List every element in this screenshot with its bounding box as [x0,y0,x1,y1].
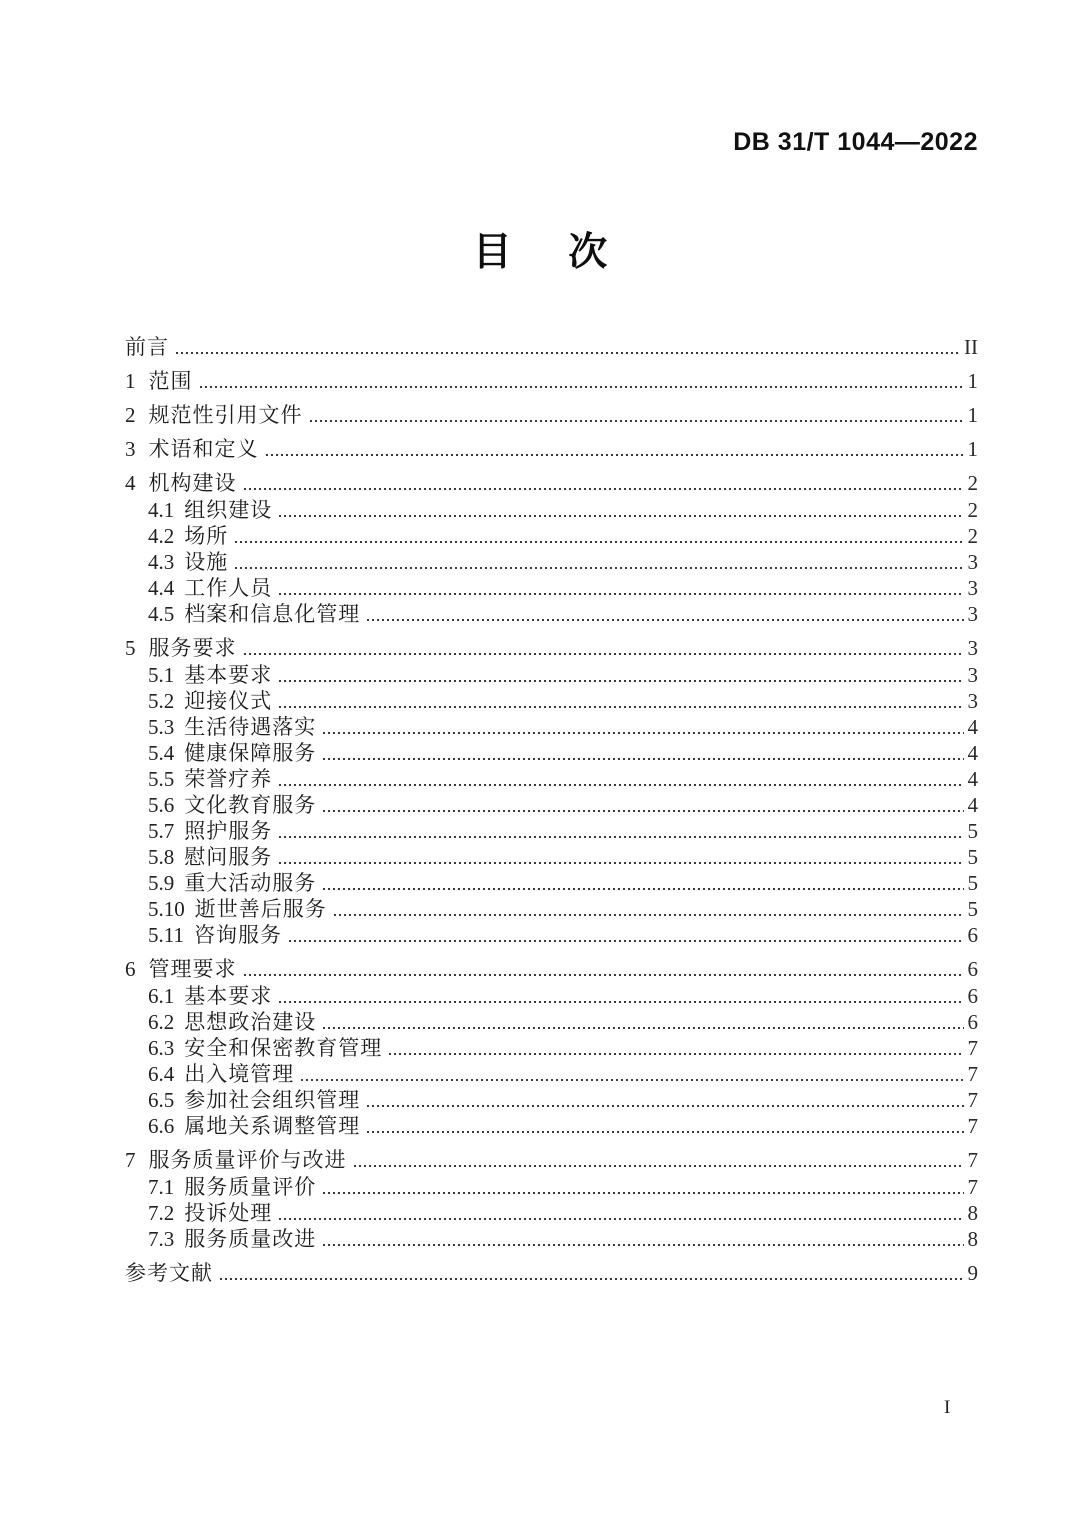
toc-entry-page-number: 8 [967,1201,978,1225]
dotted-leader [244,974,964,976]
toc-entry-number: 6 [125,957,136,981]
toc-entry-label: 参加社会组织管理 [184,1088,361,1112]
dotted-leader [279,836,963,838]
toc-entry-label: 参考文献 [125,1261,213,1285]
toc-entry-label: 场所 [184,524,229,548]
toc-entry-page-number: 5 [967,845,978,869]
toc-entry-number: 6.6 [148,1114,175,1138]
toc-entry-number: 4.2 [148,524,175,548]
toc-entry [125,549,978,575]
toc-entry-label: 咨询服务 [193,923,282,947]
toc-entry-page-number: 7 [967,1175,978,1199]
toc-title-container [0,221,1080,277]
toc-entry-page-number: 6 [967,1010,978,1034]
toc-entry-label: 照护服务 [184,819,273,843]
toc-entry-page-number: 7 [967,1036,978,1060]
toc-entry-number: 4 [125,471,136,495]
dotted-leader [235,541,963,543]
toc-entry [125,1009,978,1035]
toc-entry-page-number: 3 [967,689,978,713]
toc-entry-label: 健康保障服务 [184,741,317,765]
toc-entry-number: 3 [125,437,136,461]
dotted-leader [334,914,964,916]
dotted-leader [266,454,964,456]
dotted-leader [279,862,963,864]
toc-entry [125,523,978,549]
toc-entry-label: 出入境管理 [184,1062,295,1086]
footer-page-number: I [944,1397,952,1418]
dotted-leader [279,593,963,595]
toc-entry [125,714,978,740]
toc-list [125,326,978,1287]
toc-entry-number: 5.10 [148,897,185,921]
standard-code: DB 31/T 1044—2022 [733,128,978,156]
toc-entry-number: 7.2 [148,1201,175,1225]
toc-entry-label: 服务质量评价与改进 [148,1148,347,1172]
toc-entry-number: 5.9 [148,871,175,895]
toc-entry-number: 7.3 [148,1227,175,1251]
toc-entry-label: 服务质量评价 [184,1175,317,1199]
toc-entry [125,575,978,601]
toc-entry-number: 6.4 [148,1062,175,1086]
toc-entry-number: 4.5 [148,602,175,626]
toc-entry-number: 5.3 [148,715,175,739]
toc-entry-label: 设施 [184,550,229,574]
toc-entry-label: 安全和保密教育管理 [184,1036,383,1060]
toc-entry [125,688,978,714]
toc-entry [125,334,978,360]
toc-entry-number: 5.7 [148,819,175,843]
toc-entry-number: 4.3 [148,550,175,574]
toc-entry-page-number: 1 [967,437,978,461]
toc-entry-label: 慰问服务 [184,845,273,869]
dotted-leader [279,784,963,786]
dotted-leader [323,1244,963,1246]
dotted-leader [367,1105,963,1107]
dotted-leader [323,732,963,734]
toc-entry [125,1035,978,1061]
dotted-leader [354,1165,964,1167]
toc-entry-page-number: II [964,335,978,359]
toc-entry-page-number: 2 [967,498,978,522]
toc-entry-label: 文化教育服务 [184,793,317,817]
toc-entry-number: 6.5 [148,1088,175,1112]
toc-entry-page-number: 2 [967,524,978,548]
toc-entry-label: 规范性引用文件 [148,403,303,427]
toc-entry-label: 重大活动服务 [184,871,317,895]
dotted-leader [310,420,964,422]
toc-entry-number: 6.1 [148,984,175,1008]
toc-entry-label: 术语和定义 [148,437,259,461]
toc-entry-label: 工作人员 [184,576,273,600]
toc-entry-number: 4.1 [148,498,175,522]
toc-entry-number: 7.1 [148,1175,175,1199]
toc-entry-page-number: 6 [967,923,978,947]
toc-entry-page-number: 5 [967,819,978,843]
toc-entry-number: 5.6 [148,793,175,817]
toc-entry [125,436,978,462]
toc-entry [125,1174,978,1200]
toc-entry-label: 思想政治建设 [184,1010,317,1034]
toc-entry-page-number: 4 [967,715,978,739]
toc-entry [125,1226,978,1252]
toc-entry [125,1200,978,1226]
toc-entry [125,1260,978,1286]
toc-entry-number: 5.1 [148,663,175,687]
toc-entry-page-number: 5 [967,897,978,921]
toc-entry-number: 5.4 [148,741,175,765]
toc-title: 目次 [472,231,664,274]
toc-entry [125,1113,978,1139]
toc-entry [125,956,978,982]
toc-entry [125,1147,978,1173]
toc-entry-label: 组织建设 [184,498,273,522]
toc-entry-label: 荣誉疗养 [184,767,273,791]
toc-entry-page-number: 8 [967,1227,978,1251]
dotted-leader [301,1079,963,1081]
toc-entry-label: 服务要求 [148,636,237,660]
toc-entry-page-number: 3 [967,550,978,574]
toc-entry [125,983,978,1009]
toc-entry-number: 5.11 [148,923,184,947]
toc-entry-page-number: 4 [967,767,978,791]
toc-entry [125,635,978,661]
toc-entry-number: 5.2 [148,689,175,713]
dotted-leader [279,680,963,682]
toc-entry [125,844,978,870]
dotted-leader [389,1053,963,1055]
dotted-leader [367,1131,963,1133]
toc-entry [125,470,978,496]
toc-entry-page-number: 1 [967,403,978,427]
toc-entry-page-number: 5 [967,871,978,895]
toc-entry-page-number: 1 [967,369,978,393]
dotted-leader [279,1001,963,1003]
toc-entry [125,896,978,922]
toc-entry [125,766,978,792]
toc-entry-page-number: 7 [967,1062,978,1086]
toc-entry [125,818,978,844]
toc-entry-page-number: 6 [967,957,978,981]
toc-entry-number: 1 [125,369,136,393]
toc-entry [125,1087,978,1113]
dotted-leader [279,1218,963,1220]
toc-entry-label: 生活待遇落实 [184,715,317,739]
dotted-leader [279,515,963,517]
toc-entry-page-number: 2 [967,471,978,495]
toc-entry-number: 5.5 [148,767,175,791]
dotted-leader [220,1278,964,1280]
dotted-leader [235,567,963,569]
dotted-leader [176,352,960,354]
toc-entry-label: 逝世善后服务 [194,897,327,921]
dotted-leader [289,940,964,942]
toc-entry-page-number: 7 [967,1114,978,1138]
toc-entry-label: 机构建设 [148,471,237,495]
toc-entry [125,792,978,818]
toc-entry-label: 基本要求 [184,984,273,1008]
dotted-leader [323,1027,963,1029]
dotted-leader [244,653,964,655]
toc-entry-page-number: 4 [967,793,978,817]
dotted-leader [323,1192,963,1194]
toc-entry [125,740,978,766]
toc-entry [125,402,978,428]
toc-entry-page-number: 3 [967,663,978,687]
toc-entry-label: 服务质量改进 [184,1227,317,1251]
toc-entry-page-number: 9 [967,1261,978,1285]
toc-entry-label: 范围 [148,369,193,393]
toc-entry-number: 5.8 [148,845,175,869]
dotted-leader [244,488,964,490]
dotted-leader [367,619,963,621]
toc-entry-number: 5 [125,636,136,660]
toc-entry-label: 属地关系调整管理 [184,1114,361,1138]
dotted-leader [323,758,963,760]
dotted-leader [279,706,963,708]
dotted-leader [323,810,963,812]
toc-entry-label: 基本要求 [184,663,273,687]
toc-entry-number: 7 [125,1148,136,1172]
toc-entry-page-number: 6 [967,984,978,1008]
toc-entry-label: 前言 [125,335,169,359]
toc-entry [125,1061,978,1087]
toc-entry-label: 档案和信息化管理 [184,602,361,626]
toc-entry-page-number: 3 [967,636,978,660]
toc-entry [125,368,978,394]
toc-entry-label: 管理要求 [148,957,237,981]
toc-entry [125,662,978,688]
toc-entry-page-number: 7 [967,1148,978,1172]
toc-entry [125,601,978,627]
toc-entry-page-number: 3 [967,602,978,626]
dotted-leader [200,386,964,388]
dotted-leader [323,888,963,890]
toc-entry-page-number: 3 [967,576,978,600]
toc-entry [125,922,978,948]
toc-entry-page-number: 7 [967,1088,978,1112]
toc-entry-number: 6.3 [148,1036,175,1060]
toc-entry-number: 4.4 [148,576,175,600]
toc-entry [125,497,978,523]
toc-entry-label: 投诉处理 [184,1201,273,1225]
toc-entry [125,870,978,896]
toc-entry-page-number: 4 [967,741,978,765]
toc-entry-label: 迎接仪式 [184,689,273,713]
toc-entry-number: 2 [125,403,136,427]
toc-entry-number: 6.2 [148,1010,175,1034]
